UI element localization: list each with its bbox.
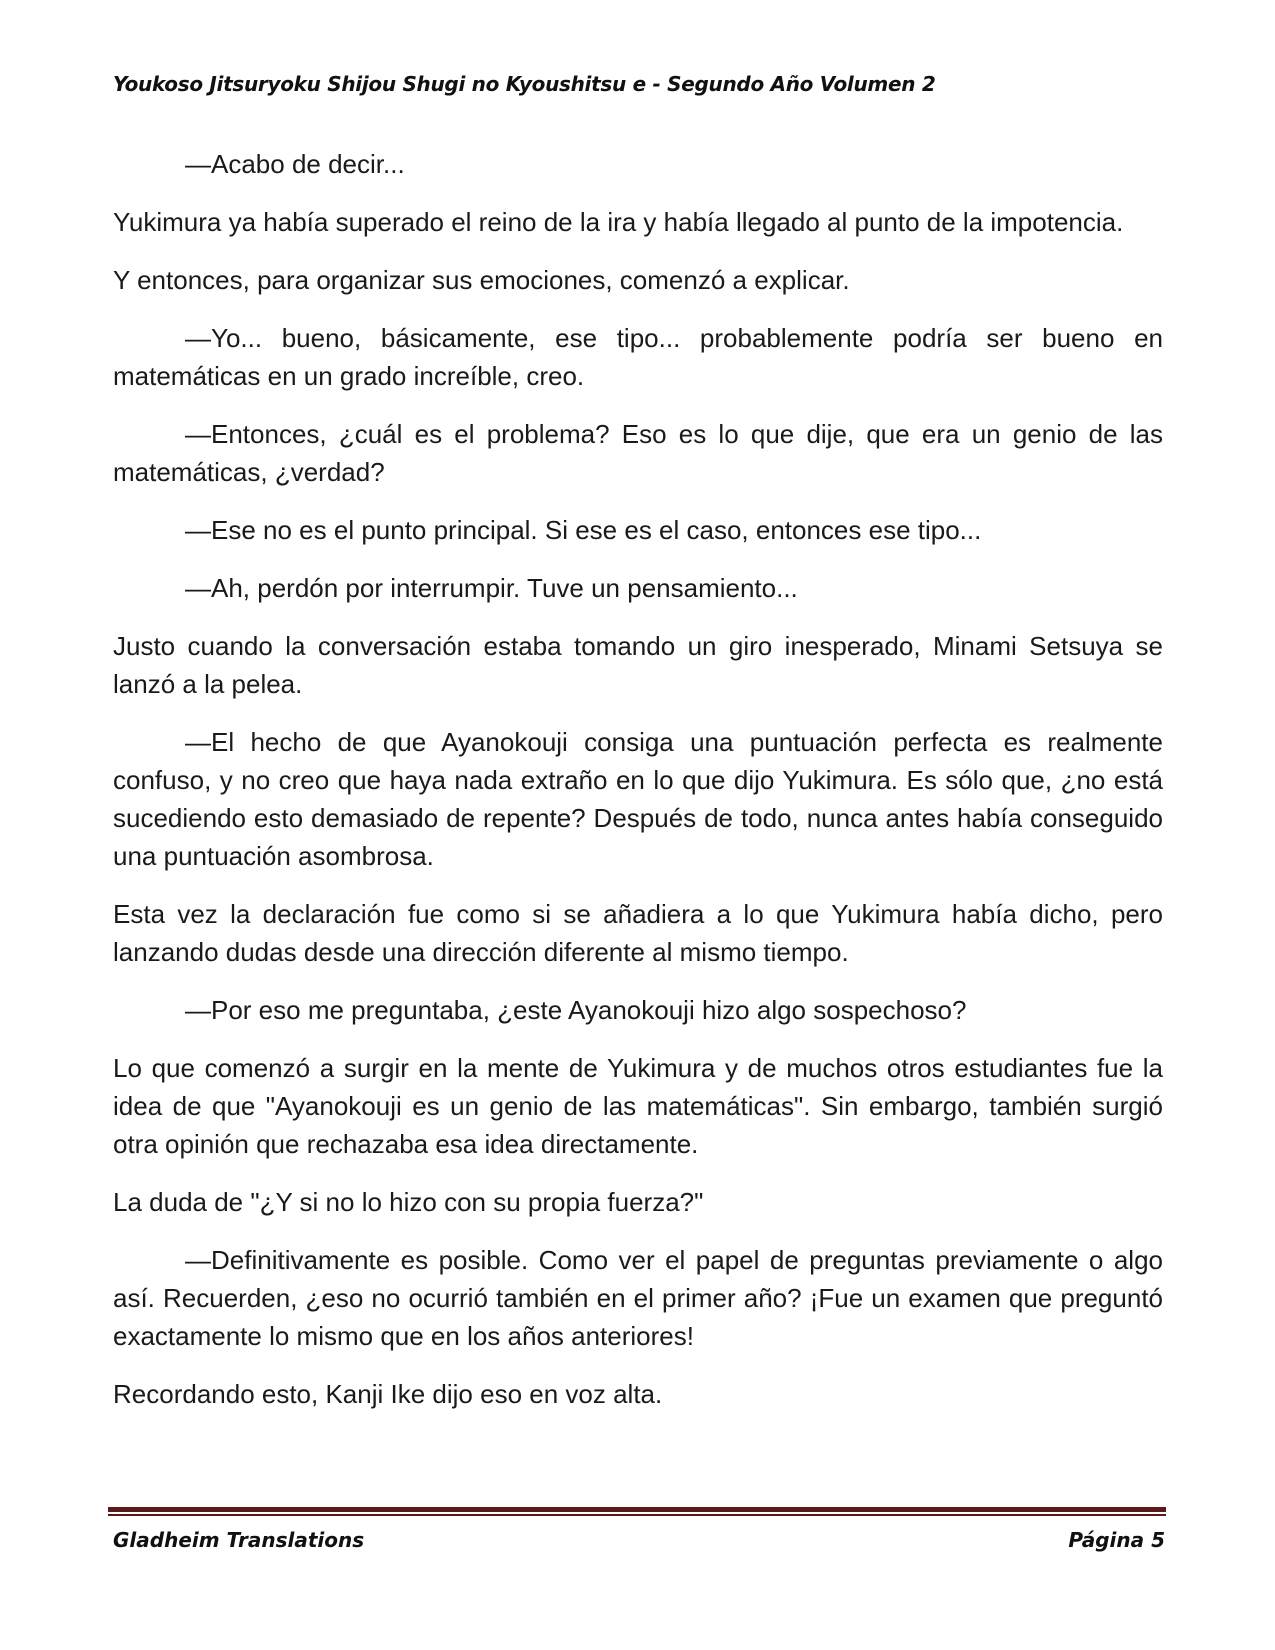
footer-translator-credit: Gladheim Translations [113,1528,365,1552]
paragraph: La duda de "¿Y si no lo hizo con su propia fuerza?" [113,1187,704,1217]
footer-divider [108,1507,1166,1516]
paragraph: Y entonces, para organizar sus emociones, comenzó a explicar. [113,265,850,295]
paragraph: Justo cuando la conversación estaba tomando un giro inesperado, Minami Setsuya se lanzó a la pelea. [113,631,1163,699]
paragraph: Lo que comenzó a surgir en la mente de Yukimura y de muchos otros estudiantes fue la idea de que "Ayanokouji es un genio de las matemáticas". Sin embargo, también surgió otra opinión que rechazaba esa idea directamente. [113,1053,1163,1159]
paragraph: —Ese no es el punto principal. Si ese es el caso, entonces ese tipo... [185,515,982,545]
paragraph: —Por eso me preguntaba, ¿este Ayanokouji hizo algo sospechoso? [185,995,967,1025]
page-header-title: Youkoso Jitsuryoku Shijou Shugi no Kyoushitsu e - Segundo Año Volumen 2 [113,72,936,96]
paragraph: —Definitivamente es posible. Como ver el papel de preguntas previamente o algo así. Recuerden, ¿eso no ocurrió también en el primer año? ¡Fue un examen que preguntó exactamente lo mismo que en los años anteriores! [113,1245,1163,1351]
paragraph: —Acabo de decir... [185,149,405,179]
paragraph: Recordando esto, Kanji Ike dijo eso en voz alta. [113,1379,663,1409]
paragraph: —El hecho de que Ayanokouji consiga una puntuación perfecta es realmente confuso, y no creo que haya nada extraño en lo que dijo Yukimura. Es sólo que, ¿no está sucediendo esto demasiado de repente? Después de todo, nunca antes había conseguido una puntuación asombrosa. [113,727,1163,871]
body-text [113,145,1163,1433]
paragraph: —Entonces, ¿cuál es el problema? Eso es lo que dije, que era un genio de las matemáticas, ¿verdad? [113,419,1163,487]
paragraph: Esta vez la declaración fue como si se añadiera a lo que Yukimura había dicho, pero lanzando dudas desde una dirección diferente al mismo tiempo. [113,899,1163,967]
footer-page-number: Página 5 [1068,1528,1165,1552]
paragraph: —Yo... bueno, básicamente, ese tipo... probablemente podría ser bueno en matemáticas en un grado increíble, creo. [113,323,1163,391]
paragraph: —Ah, perdón por interrumpir. Tuve un pensamiento... [185,573,798,603]
paragraph: Yukimura ya había superado el reino de la ira y había llegado al punto de la impotencia. [113,207,1124,237]
